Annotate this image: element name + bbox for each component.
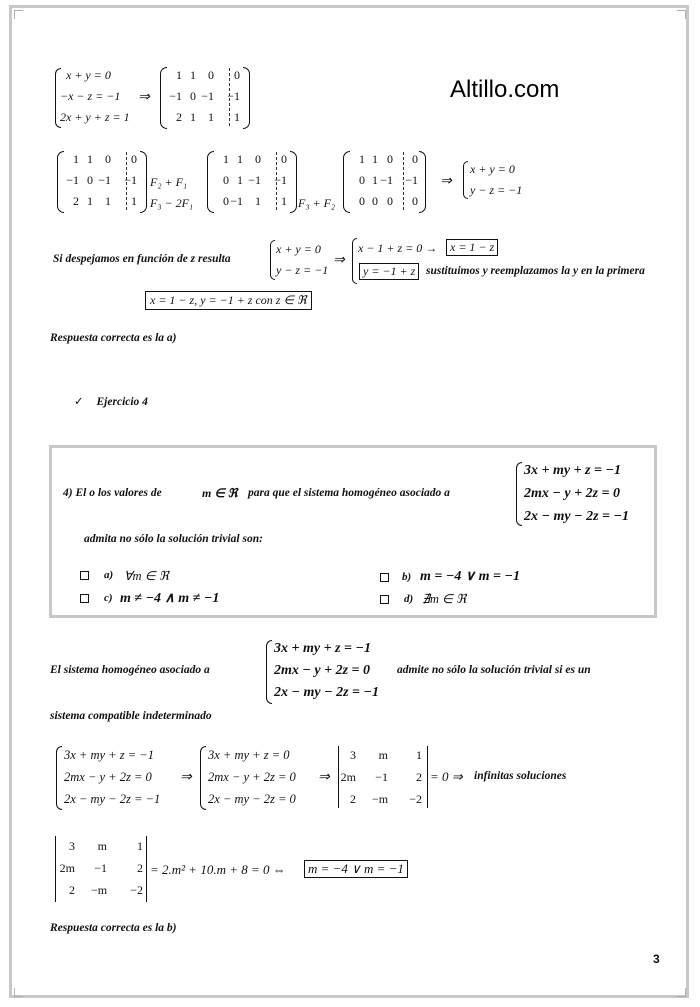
boxed-result: y = −1 + z xyxy=(359,263,419,280)
system-equation: 2x − my − 2z = −1 xyxy=(64,792,161,806)
matrix-cell: −1 xyxy=(124,173,137,187)
checkbox-icon[interactable] xyxy=(380,595,389,604)
option-label: b) xyxy=(402,571,412,583)
boxed-result: x = 1 − z xyxy=(446,239,498,256)
matrix-cell: −1 xyxy=(169,89,182,103)
matrix-cell: 1 xyxy=(281,194,287,208)
exercise-label: Ejercicio 4 xyxy=(96,396,148,408)
page-corner-mark xyxy=(14,10,23,19)
option-text: ∀m ∈ ℜ xyxy=(124,569,169,583)
matrix-cell: 1 xyxy=(234,110,240,124)
matrix-cell: 0 xyxy=(87,173,93,187)
boxed-result: x = 1 − z, y = −1 + z con z ∈ ℜ xyxy=(145,291,312,310)
exercise-prompt-m: m ∈ ℜ xyxy=(202,486,238,500)
exercise-prompt: 4) El o los valores de xyxy=(63,487,162,499)
matrix-cell: −2 xyxy=(409,792,422,806)
matrix-cell: 1 xyxy=(87,152,93,166)
paragraph-text: Si despejamos en función de z resulta xyxy=(53,253,231,265)
left-brace xyxy=(200,746,206,810)
matrix-cell: −1 xyxy=(380,173,393,187)
equation: x + y = 0 xyxy=(470,162,515,176)
matrix-cell: −1 xyxy=(274,173,287,187)
matrix-cell: 0 xyxy=(387,194,393,208)
matrix-cell: 0 xyxy=(255,152,261,166)
matrix-cell: 1 xyxy=(208,110,214,124)
matrix-cell: 1 xyxy=(176,68,182,82)
matrix-cell: −1 xyxy=(66,173,79,187)
equation: 2x + y + z = 1 xyxy=(60,110,130,124)
matrix-cell: −1 xyxy=(375,770,388,784)
system-equation: 2mx − y + 2z = 0 xyxy=(64,770,152,784)
matrix-cell: 2m xyxy=(59,861,75,875)
row-operation: F₂ + F₁ xyxy=(150,175,188,189)
matrix-cell: 2 xyxy=(350,792,356,806)
system-equation: 2x − my − 2z = 0 xyxy=(208,792,296,806)
checkbox-icon[interactable] xyxy=(380,573,389,582)
matrix-cell: 0 xyxy=(105,152,111,166)
matrix-cell: −1 xyxy=(227,89,240,103)
answer-line: Respuesta correcta es la a) xyxy=(50,332,177,344)
equation: y − z = −1 xyxy=(470,183,523,197)
matrix-cell: 1 xyxy=(87,194,93,208)
matrix-cell: 0 xyxy=(387,152,393,166)
matrix-cell: −1 xyxy=(94,861,107,875)
matrix-cell: 1 xyxy=(416,748,422,762)
matrix-cell: 2 xyxy=(73,194,79,208)
system-equation: 2x − my − 2z = −1 xyxy=(524,509,629,524)
matrix-cell: 0 xyxy=(372,194,378,208)
exercise-heading xyxy=(74,394,148,408)
matrix-cell: 1 xyxy=(73,152,79,166)
left-brace xyxy=(270,240,275,280)
determinant-bar xyxy=(427,746,428,808)
implies-arrow: ⇒ xyxy=(318,770,330,785)
matrix-cell: −1 xyxy=(230,194,243,208)
equation: x − 1 + z = 0 → xyxy=(358,241,438,255)
option-label: a) xyxy=(104,569,114,581)
matrix-cell: 1 xyxy=(105,194,111,208)
matrix-cell: 1 xyxy=(131,194,137,208)
matrix-cell: 0 xyxy=(190,89,196,103)
page-corner-mark xyxy=(14,988,23,997)
matrix-cell: 0 xyxy=(208,68,214,82)
matrix-right-paren xyxy=(140,151,147,213)
exercise-prompt-line2: admita no sólo la solución trivial son: xyxy=(84,533,263,545)
page-number: 3 xyxy=(653,952,660,966)
system-equation: 3x + my + z = 0 xyxy=(208,748,290,762)
matrix-cell: 0 xyxy=(281,152,287,166)
matrix-cell: 0 xyxy=(223,173,229,187)
option-text: ∄m ∈ ℜ xyxy=(422,592,467,606)
matrix-cell: 0 xyxy=(359,194,365,208)
checkbox-icon[interactable] xyxy=(80,571,89,580)
matrix-cell: 0 xyxy=(412,152,418,166)
system-equation: 3x + my + z = −1 xyxy=(274,641,371,656)
system-equation: 2mx − y + 2z = 0 xyxy=(524,486,620,501)
determinant-bar xyxy=(338,746,339,808)
exercise-prompt-tail: para que el sistema homogéneo asociado a xyxy=(248,487,450,499)
left-brace xyxy=(266,640,272,704)
matrix-cell: 1 xyxy=(190,110,196,124)
check-icon: ✓ xyxy=(74,396,84,408)
watermark: Altillo.com xyxy=(450,76,560,103)
matrix-cell: 3 xyxy=(69,839,75,853)
matrix-right-paren xyxy=(419,151,426,213)
matrix-cell: 1 xyxy=(359,152,365,166)
system-equation: 2x − my − 2z = −1 xyxy=(274,685,379,700)
matrix-cell: 2 xyxy=(176,110,182,124)
matrix-cell: m xyxy=(97,839,107,853)
left-brace xyxy=(352,238,357,284)
matrix-cell: −2 xyxy=(130,883,143,897)
system-equation: 3x + my + z = −1 xyxy=(64,748,154,762)
page-corner-mark xyxy=(677,10,686,19)
matrix-cell: 0 xyxy=(359,173,365,187)
left-brace xyxy=(56,746,62,810)
matrix-cell: 0 xyxy=(223,194,229,208)
implies-arrow: ⇒ xyxy=(180,770,192,785)
matrix-cell: 2 xyxy=(69,883,75,897)
matrix-right-paren xyxy=(243,67,250,129)
matrix-cell: 1 xyxy=(137,839,143,853)
answer-line: Respuesta correcta es la b) xyxy=(50,922,177,934)
matrix-cell: 2 xyxy=(416,770,422,784)
checkbox-icon[interactable] xyxy=(80,594,89,603)
determinant-bar xyxy=(146,836,147,902)
matrix-cell: 2 xyxy=(137,861,143,875)
matrix-cell: 1 xyxy=(372,152,378,166)
option-text: m ≠ −4 ∧ m ≠ −1 xyxy=(120,591,220,606)
matrix-cell: 3 xyxy=(350,748,356,762)
matrix-cell: 1 xyxy=(190,68,196,82)
option-label: c) xyxy=(104,592,113,604)
matrix-cell: −1 xyxy=(248,173,261,187)
equation: x + y = 0 xyxy=(276,242,321,256)
determinant-tail: = 0 ⇒ xyxy=(430,769,463,784)
row-operation: F₃ + F₂ xyxy=(298,196,336,210)
left-brace xyxy=(463,161,468,199)
matrix-cell: −m xyxy=(91,883,108,897)
equation: y − z = −1 xyxy=(276,263,329,277)
matrix-cell: 1 xyxy=(237,152,243,166)
equation: −x − z = −1 xyxy=(60,89,121,103)
matrix-right-paren xyxy=(290,151,297,213)
paragraph-text: sistema compatible indeterminado xyxy=(50,710,212,722)
option-label: d) xyxy=(404,593,414,605)
system-equation: 2mx − y + 2z = 0 xyxy=(274,663,370,678)
implies-arrow: ⇒ xyxy=(333,253,345,268)
row-operation: F₃ − 2F₁ xyxy=(150,196,194,210)
paragraph-text: El sistema homogéneo asociado a xyxy=(50,664,210,676)
paragraph-text: sustituimos y reemplazamos la y en la primera xyxy=(426,265,645,277)
left-brace xyxy=(516,462,522,526)
matrix-cell: 1 xyxy=(255,194,261,208)
determinant-bar xyxy=(55,836,56,902)
paragraph-text: admite no sólo la solución trivial si es un xyxy=(397,664,591,676)
matrix-cell: m xyxy=(378,748,388,762)
matrix-cell: 0 xyxy=(234,68,240,82)
boxed-result: m = −4 ∨ m = −1 xyxy=(304,860,408,878)
implies-arrow: ⇒ xyxy=(440,174,452,189)
matrix-cell: 1 xyxy=(372,173,378,187)
matrix-cell: 0 xyxy=(412,194,418,208)
matrix-cell: 1 xyxy=(223,152,229,166)
matrix-cell: 1 xyxy=(237,173,243,187)
matrix-cell: −1 xyxy=(98,173,111,187)
implies-arrow: ⇒ xyxy=(138,90,150,105)
matrix-cell: −1 xyxy=(201,89,214,103)
matrix-cell: −1 xyxy=(405,173,418,187)
matrix-cell: 0 xyxy=(131,152,137,166)
paragraph-text: infinitas soluciones xyxy=(474,770,567,782)
equation: x + y = 0 xyxy=(66,68,111,82)
system-equation: 2mx − y + 2z = 0 xyxy=(208,770,296,784)
system-equation: 3x + my + z = −1 xyxy=(524,463,621,478)
page-corner-mark xyxy=(677,988,686,997)
matrix-cell: −m xyxy=(372,792,389,806)
determinant-expression: = 2.m² + 10.m + 8 = 0 ⇔ xyxy=(150,862,286,877)
matrix-cell: 2m xyxy=(340,770,356,784)
option-text: m = −4 ∨ m = −1 xyxy=(420,569,520,584)
